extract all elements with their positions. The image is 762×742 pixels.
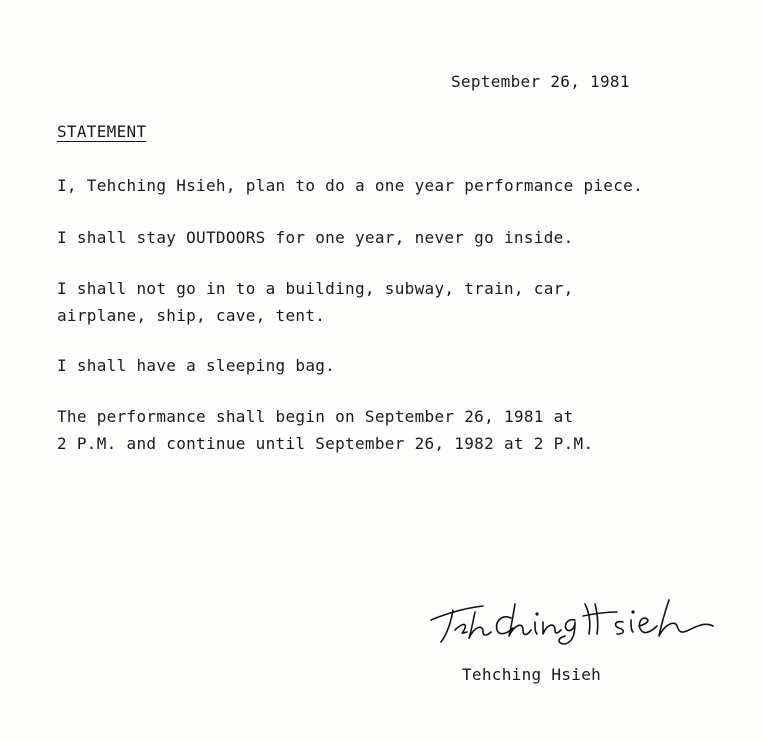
paragraph-line: The performance shall begin on September 26, 1981 at [57,407,574,426]
paragraph-line: 2 P.M. and continue until September 26, 1982 at 2 P.M. [57,434,594,453]
paragraph-2 [57,224,574,251]
paragraph-line: I, Tehching Hsieh, plan to do a one year performance piece. [57,176,644,195]
paragraph-5 [57,403,593,457]
paragraph-3 [57,275,574,329]
paragraph-line: airplane, ship, cave, tent. [57,306,326,325]
paragraph-1 [57,172,643,199]
document-date: September 26, 1981 [451,72,630,91]
paragraph-line: I shall have a sleeping bag. [57,356,336,375]
signature-printed-name: Tehching Hsieh [462,665,602,684]
paragraph-line: I shall not go in to a building, subway, train, car, [57,279,574,298]
statement-heading: STATEMENT [57,122,147,141]
handwritten-signature [425,582,720,652]
paragraph-line: I shall stay OUTDOORS for one year, never go inside. [57,228,574,247]
paragraph-4 [57,352,335,379]
